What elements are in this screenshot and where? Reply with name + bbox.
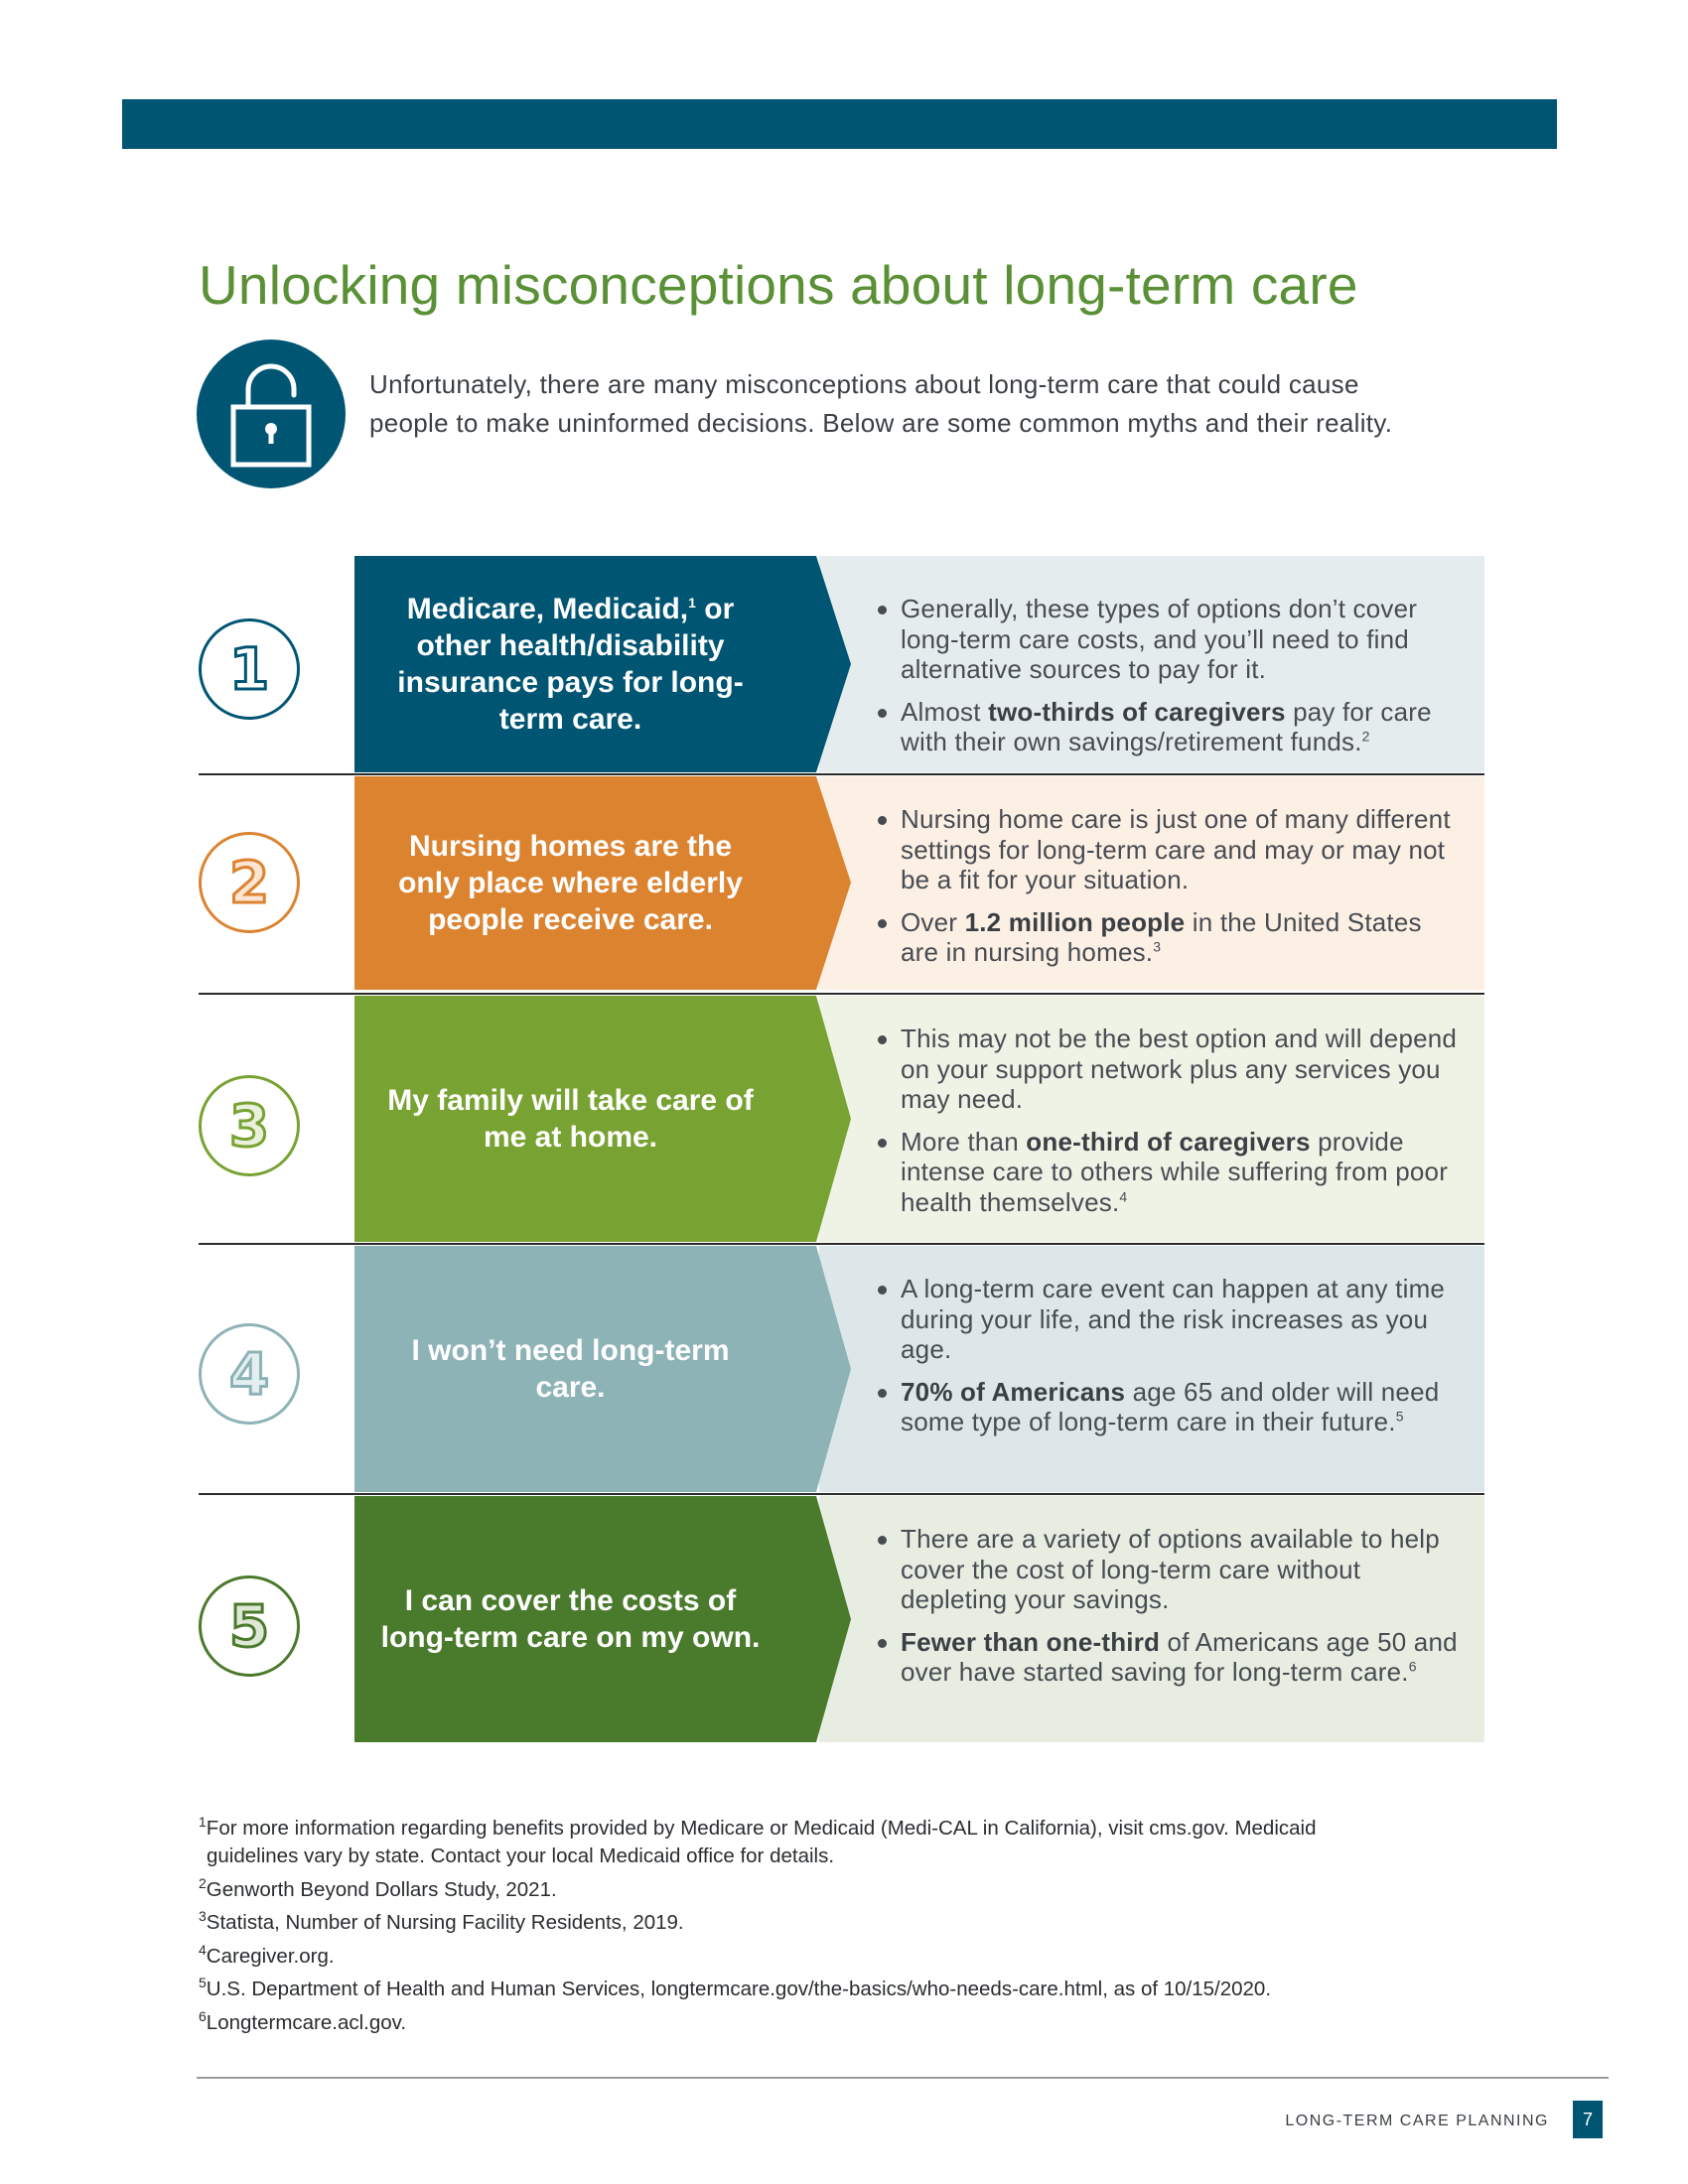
intro-text: Unfortunately, there are many misconceptions about long-term care that could cause people to make uninformed decisions. Below are some common myths and their reality.: [369, 369, 1393, 438]
footnote-4: $^4$Caregiver.org.: [199, 1941, 335, 1968]
footnote-1: $^1$For more information regarding benefits provided by Medicare or Medicaid (Medi-CAL in California), visit cms.gov. Medicaid guidelines vary by state. Contact your local Medicaid office for details.: [199, 1814, 1317, 1867]
reality-panel-5: [819, 1496, 1484, 1742]
number-badge-4: [199, 1323, 300, 1425]
reality-panel-2: [819, 776, 1484, 990]
myth-row-1: [199, 556, 1484, 772]
header-bar: [122, 99, 1557, 149]
footnote-2: $^2$Genworth Beyond Dollars Study, 2021.: [199, 1874, 557, 1901]
number-label: 1: [228, 635, 270, 703]
reality-point: Almost two-thirds of caregivers pay for care with their own savings/retirement funds.$^2$: [901, 697, 1465, 757]
myth-text: Medicare, Medicaid,$^1$ or other health/disability insurance pays for long-term care.: [397, 593, 744, 736]
myth-row-5: [199, 1496, 1484, 1742]
footer-label: LONG-TERM CARE PLANNING: [1285, 2113, 1549, 2129]
number-badge-3: [199, 1075, 300, 1176]
reality-point: There are a variety of options available to help cover the cost of long-term care without depleting your savings.: [901, 1524, 1465, 1615]
reality-panel-4: [819, 1246, 1484, 1492]
page-number: 7: [1573, 2101, 1603, 2138]
reality-point: Generally, these types of options don’t cover long-term care costs, and you’ll need to find alternative sources to pay for it.: [901, 594, 1465, 685]
reality-point: Fewer than one-third of Americans age 50 and over have started saving for long-term care.$^6$: [901, 1627, 1465, 1688]
myth-text: My family will take care of me at home.: [387, 1084, 754, 1154]
footnote-6: $^6$Longtermcare.acl.gov.: [199, 2007, 407, 2034]
row-divider: [199, 1493, 1484, 1495]
footnotes: [199, 1815, 1489, 2042]
row-divider: [199, 993, 1484, 995]
number-label: 5: [228, 1592, 270, 1660]
myth-box-5: [354, 1496, 851, 1742]
number-badge-1: [199, 618, 300, 720]
row-divider: [199, 773, 1484, 775]
number-label: 4: [228, 1340, 270, 1408]
number-label: 2: [228, 849, 270, 916]
reality-point: More than one-third of caregivers provide intense care to others while suffering from poor health themselves.$^4$: [901, 1127, 1465, 1218]
footnote-3: $^3$Statista, Number of Nursing Facility Residents, 2019.: [199, 1908, 684, 1934]
number-label: 3: [228, 1092, 270, 1160]
myth-box-2: [354, 776, 851, 990]
reality-point: This may not be the best option and will depend on your support network plus any services you may need.: [901, 1024, 1465, 1115]
myth-row-3: [199, 996, 1484, 1242]
myth-text: I can cover the costs of long-term care on my own.: [380, 1584, 761, 1654]
footnote-5: $^5$U.S. Department of Health and Human Services, longtermcare.gov/the-basics/who-needs-care.html, as of 10/15/2020.: [199, 1975, 1272, 2000]
reality-point: 70% of Americans age 65 and older will need some type of long-term care in their future.$^5$: [901, 1377, 1465, 1437]
number-badge-2: [199, 832, 300, 933]
row-divider: [199, 1243, 1484, 1245]
myth-box-1: [354, 556, 851, 772]
reality-point: A long-term care event can happen at any time during your life, and the risk increases as you age.: [901, 1274, 1465, 1365]
myth-row-4: [199, 1246, 1484, 1492]
reality-panel-1: [819, 556, 1484, 772]
page-title: Unlocking misconceptions about long-term care: [199, 254, 1358, 316]
lock-icon: [197, 340, 346, 488]
myth-row-2: [199, 776, 1484, 990]
number-badge-5: [199, 1575, 300, 1677]
reality-point: Nursing home care is just one of many different settings for long-term care and may or may not be a fit for your situation.: [901, 804, 1465, 895]
myth-box-4: [354, 1246, 851, 1492]
reality-panel-3: [819, 996, 1484, 1242]
myth-box-3: [354, 996, 851, 1242]
myth-text: Nursing homes are the only place where elderly people receive care.: [398, 830, 743, 936]
footer-rule: [197, 2077, 1609, 2079]
myth-text: I won’t need long-term care.: [411, 1334, 730, 1404]
reality-point: Over 1.2 million people in the United States are in nursing homes.$^3$: [901, 907, 1465, 968]
